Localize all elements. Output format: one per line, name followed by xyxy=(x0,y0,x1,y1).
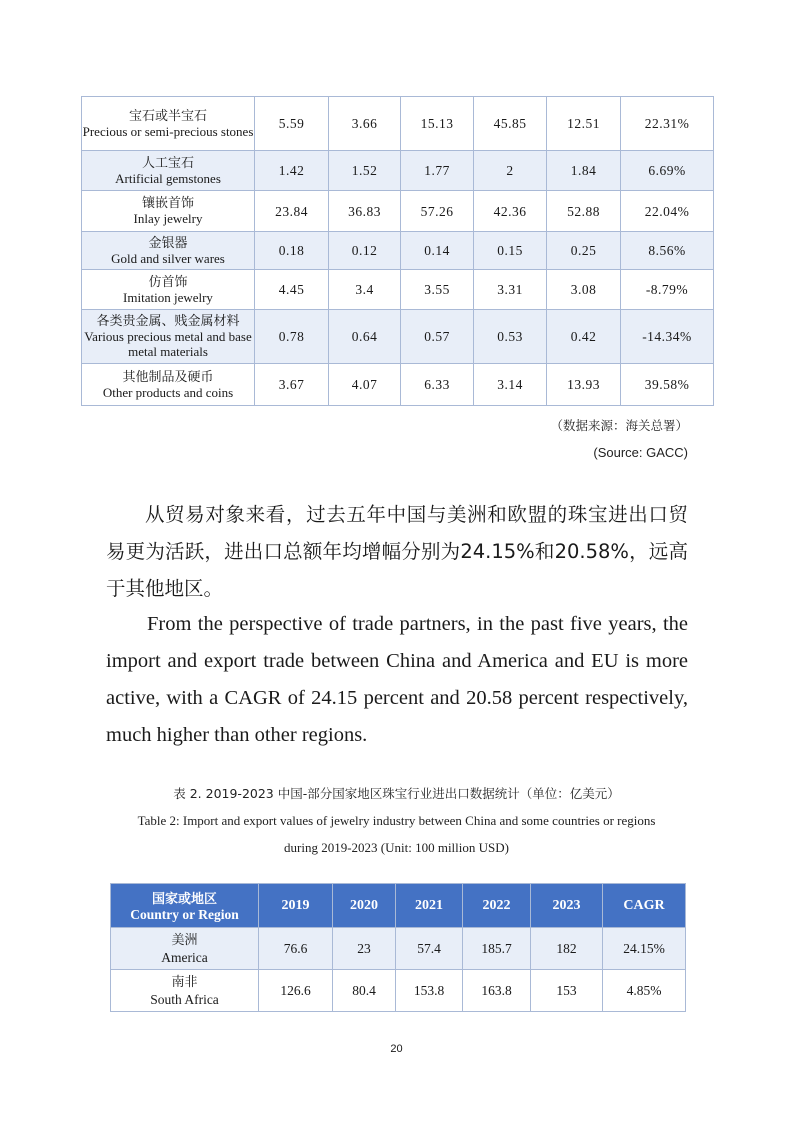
table-header-row xyxy=(111,884,686,928)
cagr-cell: 22.31% xyxy=(621,97,714,151)
value-cell: 57.4 xyxy=(396,928,463,970)
table-row xyxy=(82,364,714,406)
value-cell: 23.84 xyxy=(255,191,329,232)
header-year: 2023 xyxy=(531,884,603,928)
header-cagr: CAGR xyxy=(603,884,686,928)
cagr-cell: 6.69% xyxy=(621,151,714,191)
table-row xyxy=(82,151,714,191)
table-row xyxy=(82,191,714,232)
category-cell: 各类贵金属、贱金属材料 Various precious metal and base metal materials xyxy=(82,310,255,364)
value-cell: 1.52 xyxy=(329,151,401,191)
category-cell: 人工宝石 Artificial gemstones xyxy=(82,151,255,191)
region-cell: 美洲 America xyxy=(111,928,259,970)
value-cell: 1.77 xyxy=(401,151,474,191)
value-cell: 182 xyxy=(531,928,603,970)
header-year: 2020 xyxy=(333,884,396,928)
value-cell: 3.67 xyxy=(255,364,329,406)
value-cell: 42.36 xyxy=(474,191,547,232)
table-row xyxy=(82,310,714,364)
value-cell: 0.14 xyxy=(401,232,474,270)
value-cell: 80.4 xyxy=(333,970,396,1012)
value-cell: 0.42 xyxy=(547,310,621,364)
value-cell: 153 xyxy=(531,970,603,1012)
cagr-cell: 8.56% xyxy=(621,232,714,270)
value-cell: 163.8 xyxy=(463,970,531,1012)
cagr-cell: -8.79% xyxy=(621,270,714,310)
value-cell: 3.4 xyxy=(329,270,401,310)
value-cell: 0.78 xyxy=(255,310,329,364)
table-row xyxy=(82,232,714,270)
value-cell: 0.18 xyxy=(255,232,329,270)
value-cell: 36.83 xyxy=(329,191,401,232)
value-cell: 5.59 xyxy=(255,97,329,151)
cagr-cell: 39.58% xyxy=(621,364,714,406)
body-paragraph-zh: 从贸易对象来看，过去五年中国与美洲和欧盟的珠宝进出口贸易更为活跃，进出口总额年均增幅分别为24.15%和20.58%，远高于其他地区。 xyxy=(106,503,688,600)
header-year: 2021 xyxy=(396,884,463,928)
value-cell: 23 xyxy=(333,928,396,970)
category-cell: 仿首饰 Imitation jewelry xyxy=(82,270,255,310)
category-cell: 其他制品及硬币 Other products and coins xyxy=(82,364,255,406)
table-row xyxy=(111,970,686,1012)
category-cell: 宝石或半宝石 Precious or semi-precious stones xyxy=(82,97,255,151)
table-row xyxy=(111,928,686,970)
value-cell: 3.66 xyxy=(329,97,401,151)
header-region: 国家或地区 Country or Region xyxy=(111,884,259,928)
value-cell: 15.13 xyxy=(401,97,474,151)
value-cell: 0.15 xyxy=(474,232,547,270)
table-caption-zh: 表 2. 2019-2023 中国-部分国家地区珠宝行业进出口数据统计（单位：亿美元） xyxy=(173,786,620,801)
value-cell: 1.84 xyxy=(547,151,621,191)
cagr-cell: 4.85% xyxy=(603,970,686,1012)
category-cell: 镶嵌首饰 Inlay jewelry xyxy=(82,191,255,232)
value-cell: 0.12 xyxy=(329,232,401,270)
value-cell: 52.88 xyxy=(547,191,621,232)
value-cell: 4.45 xyxy=(255,270,329,310)
value-cell: 57.26 xyxy=(401,191,474,232)
page-number: 20 xyxy=(390,1043,403,1055)
table-row xyxy=(82,270,714,310)
value-cell: 12.51 xyxy=(547,97,621,151)
body-paragraph-en: From the perspective of trade partners, in the past five years, the import and export trade between China and America and EU is more active, with a CAGR of 24.15 percent and 20.58 percent respectively, much higher than other regions. xyxy=(106,613,688,746)
value-cell: 6.33 xyxy=(401,364,474,406)
value-cell: 1.42 xyxy=(255,151,329,191)
source-note-zh: （数据来源：海关总署） xyxy=(550,418,688,433)
table-row xyxy=(82,97,714,151)
value-cell: 3.08 xyxy=(547,270,621,310)
value-cell: 45.85 xyxy=(474,97,547,151)
value-cell: 185.7 xyxy=(463,928,531,970)
cagr-cell: -14.34% xyxy=(621,310,714,364)
value-cell: 0.53 xyxy=(474,310,547,364)
cagr-cell: 24.15% xyxy=(603,928,686,970)
table-caption-en-line1: Table 2: Import and export values of jewelry industry between China and some countries or regions xyxy=(137,813,656,828)
header-year: 2022 xyxy=(463,884,531,928)
region-trade-table xyxy=(110,883,686,1012)
category-cell: 金银器 Gold and silver wares xyxy=(82,232,255,270)
value-cell: 0.57 xyxy=(401,310,474,364)
source-note-en: (Source: GACC) xyxy=(593,445,688,460)
region-cell: 南非 South Africa xyxy=(111,970,259,1012)
value-cell: 4.07 xyxy=(329,364,401,406)
value-cell: 3.55 xyxy=(401,270,474,310)
value-cell: 0.64 xyxy=(329,310,401,364)
header-year: 2019 xyxy=(259,884,333,928)
value-cell: 3.14 xyxy=(474,364,547,406)
value-cell: 76.6 xyxy=(259,928,333,970)
value-cell: 126.6 xyxy=(259,970,333,1012)
value-cell: 153.8 xyxy=(396,970,463,1012)
value-cell: 0.25 xyxy=(547,232,621,270)
value-cell: 3.31 xyxy=(474,270,547,310)
jewelry-category-table xyxy=(81,96,714,406)
table-caption-en-line2: during 2019-2023 (Unit: 100 million USD) xyxy=(284,840,509,855)
cagr-cell: 22.04% xyxy=(621,191,714,232)
value-cell: 13.93 xyxy=(547,364,621,406)
value-cell: 2 xyxy=(474,151,547,191)
